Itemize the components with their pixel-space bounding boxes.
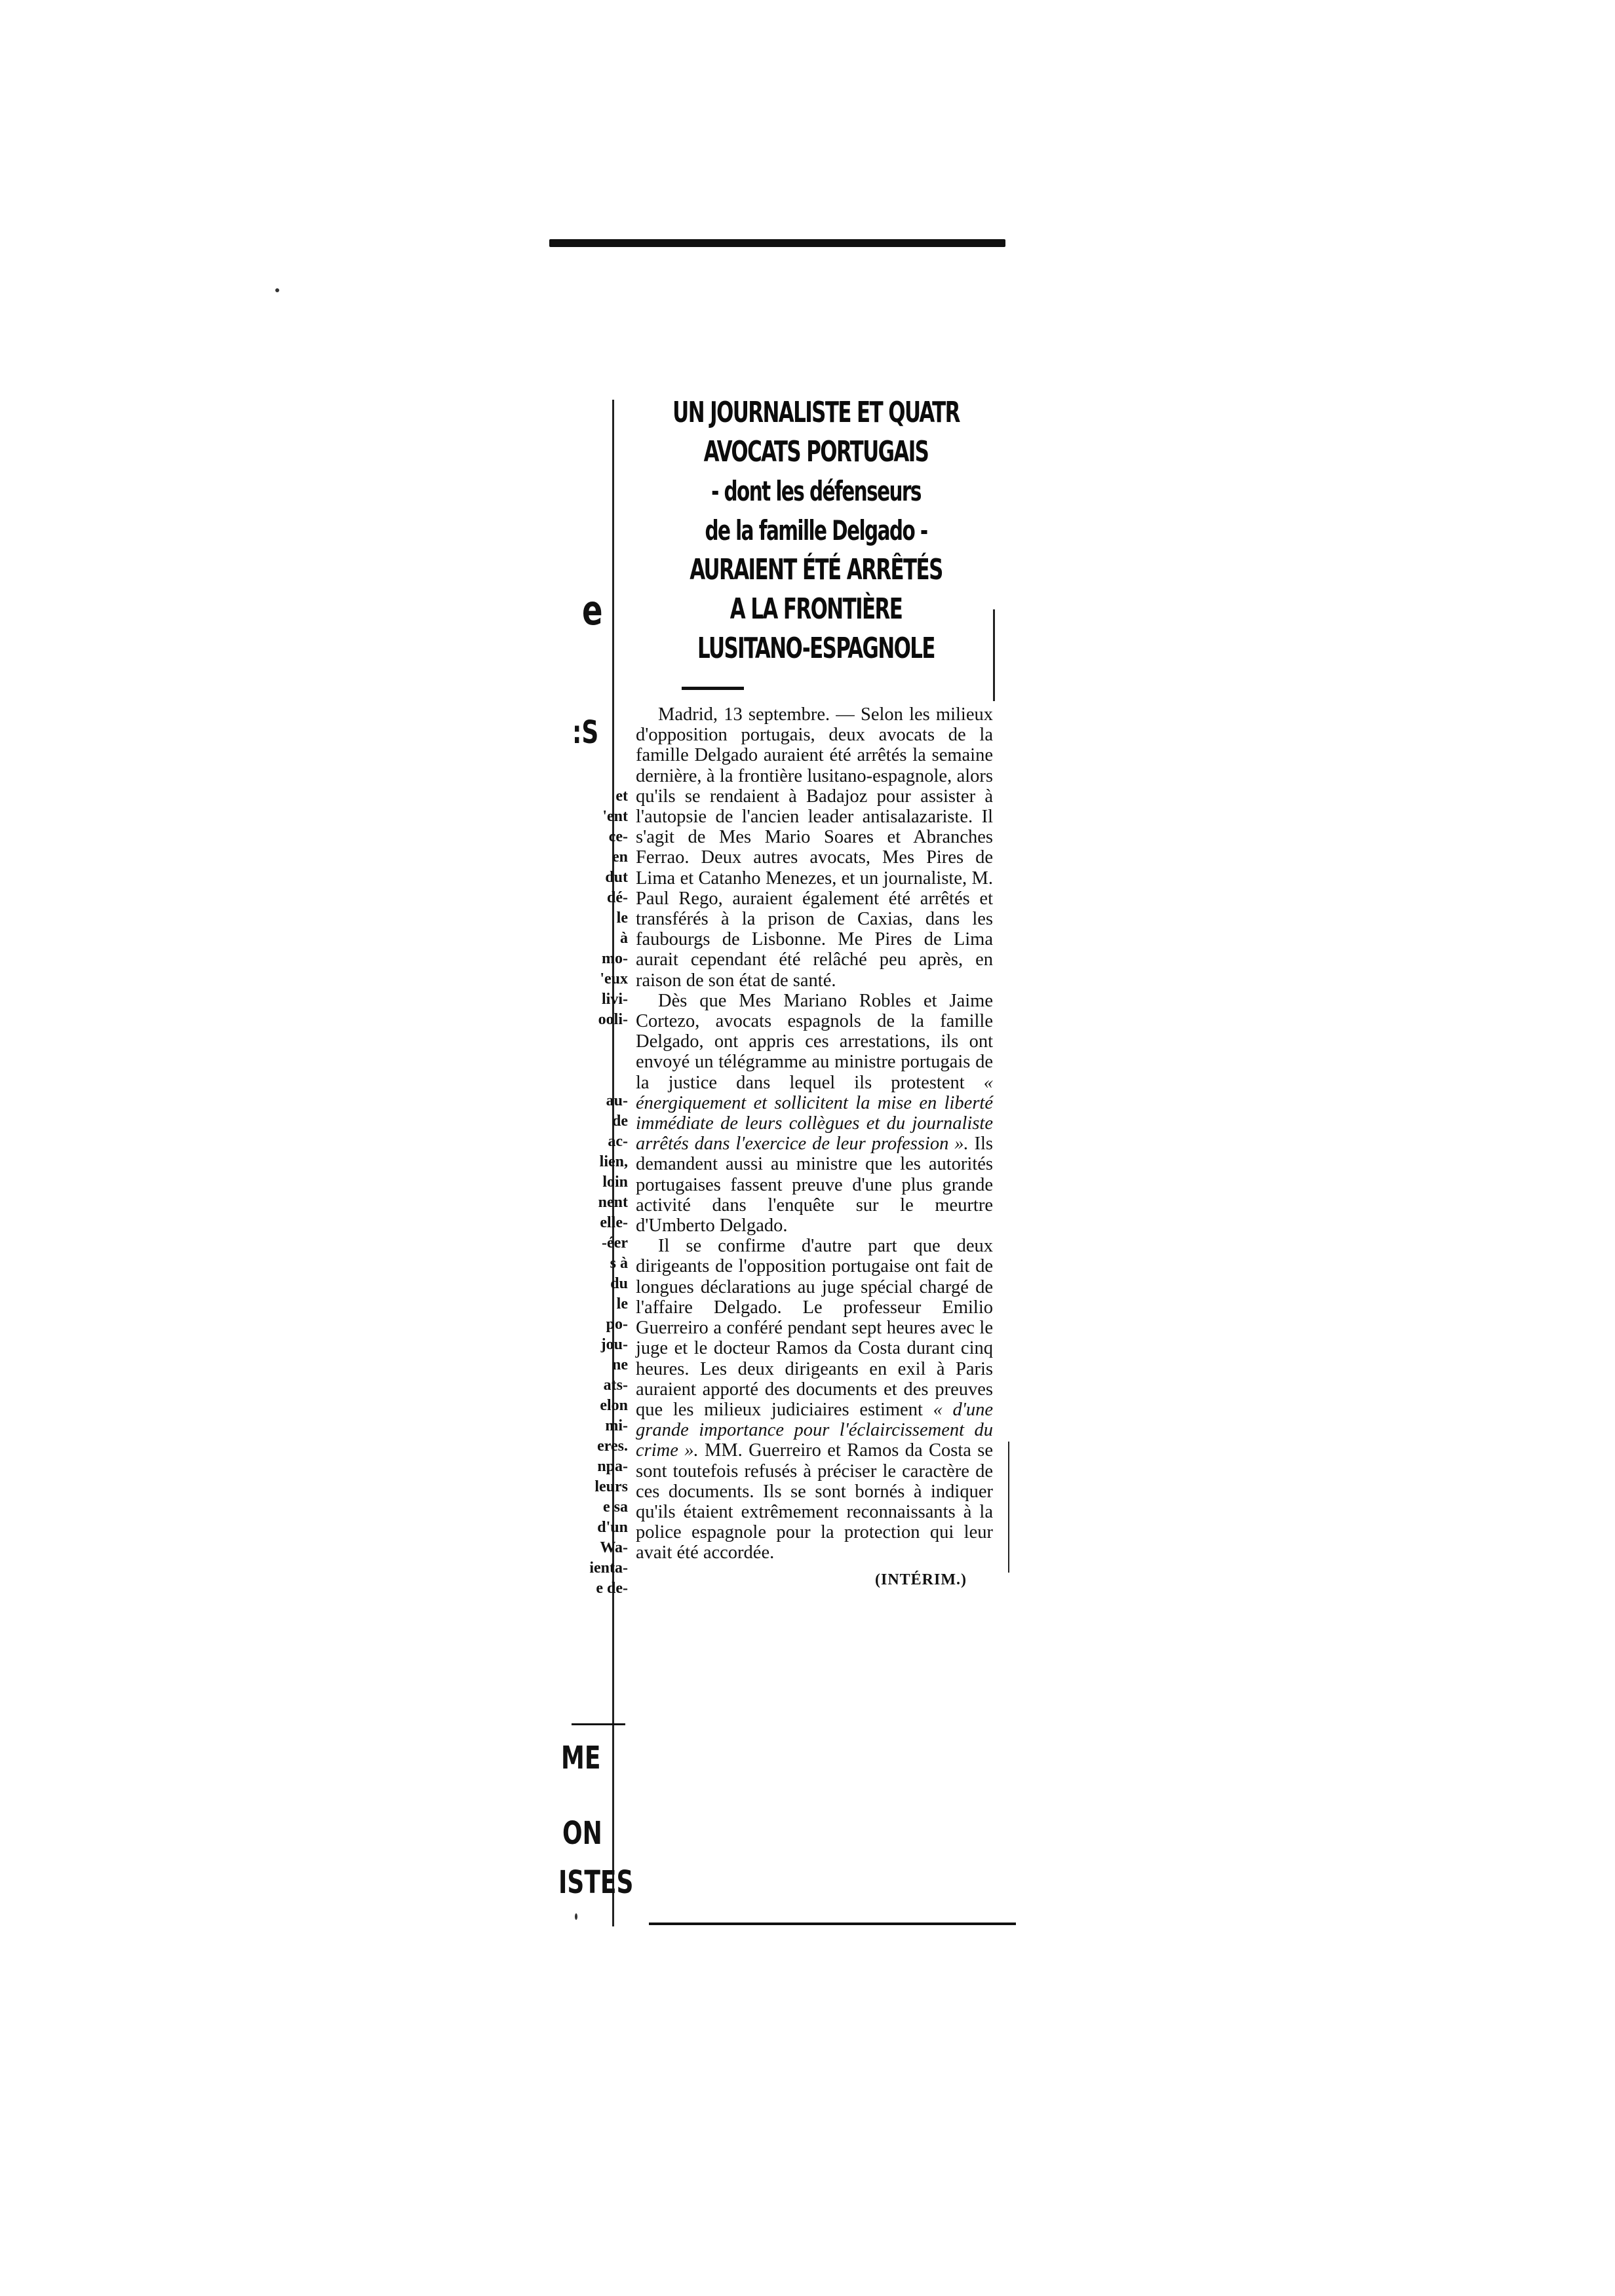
left-column-fragment-line: mi- [605,1417,628,1434]
left-column-fragment-line: au- [606,1092,628,1109]
paragraph-text: Dès que Mes Mariano Robles et Jaime Cortezo, avocats espagnols de la famille Delgado, ont appris ces arrestations, ils ont envoyé un télégramme au ministre portugais de la justice dans lequel ils protestent [636,990,993,1093]
margin-mark [1008,1442,1009,1573]
left-column-fragment-line: de [612,1113,628,1130]
left-column-fragment-line: loin [602,1174,628,1191]
left-column-fragment-line: ac- [608,1133,628,1150]
left-column-rule [572,1723,625,1725]
left-column-fragment-line: 'ent [602,808,628,825]
left-column-fragment-line: ooli- [598,1011,628,1028]
left-column-fragment-line: mo- [602,950,628,967]
headline-subline: - dont les défenseurs [711,475,921,507]
top-rule [549,239,1005,247]
quotation: « énergiquement et sollicitent la mise en liberté immédiate de leurs collègues et du journaliste arrêtés dans l'exercice de leur profession ». [636,1072,994,1155]
ink-speck [575,1913,577,1920]
left-column-fragment-line: 'eux [600,970,628,987]
paragraph-text: Il se confirme d'autre part que deux dirigeants de l'opposition portugaise ont fait de longues déclarations au juge spécial chargé de l'affaire Delgado. Le professeur Emilio Guerreiro a conféré pendant sept heures avec le juge et le docteur Ramos da Costa durant cinq heures. Les deux dirigeants en exil à Paris auraient apporté des documents et des preuves que les milieux judiciaires estiment [636,1236,993,1420]
left-column-fragment: e [582,586,603,634]
headline-subline: de la famille Delgado - [705,514,927,546]
left-column-fragment-line: le [616,909,628,927]
left-column-fragment-line: ienta- [589,1559,628,1577]
left-column-fragment-line: dut [605,869,628,886]
left-column-fragment-line: livi- [602,991,628,1008]
left-column-fragment-line: en [612,849,628,866]
bottom-rule [649,1923,1016,1925]
left-column-fragment-line: du [610,1275,628,1292]
left-column-fragment-line: e sa [603,1499,628,1516]
paragraph-text: Ils demandent aussi au ministre que les autorités portugaises fassent preuve d'une plus grande activité dans l'enquête sur le meurtre d'Umberto Delgado. [636,1134,993,1236]
left-column-text [556,1091,628,1599]
left-column-text [556,786,628,1030]
article-signature: (INTÉRIM.) [875,1571,967,1588]
left-column-fragment-line: e de- [596,1580,628,1597]
article-headline [623,393,1009,668]
left-column-fragment-line: leurs [594,1478,628,1495]
headline-line: AVOCATS PORTUGAIS [703,435,929,469]
quotation: « d'une grande importance pour l'éclaircissement du crime ». [636,1399,994,1461]
left-column-fragment: ME [561,1740,601,1776]
paragraph-text: Madrid, 13 septembre. — Selon les milieux d'opposition portugais, deux avocats de la famille Delgado auraient été arrêtés la semaine dernière, à la frontière lusitano-espagnole, alors qu'ils se rendaient à Badajoz pour assister à l'autopsie de l'ancien leader antisalazariste. Il s'agit de Mes Mario Soares et Abranches Ferrao. Deux autres avocats, Mes Pires de Lima et Catanho Menezes, et un journaliste, M. Paul Rego, auraient également été arrêtés et transférés à la prison de Caxias, dans les faubourgs de Lisbonne. Me Pires de Lima aurait cependant été relâché peu après, en raison de son état de santé. [636,704,993,991]
article-paragraph [636,704,993,991]
left-column-fragment: ISTES [558,1864,634,1901]
headline-line: UN JOURNALISTE ET QUATR [672,396,960,429]
ink-speck [275,288,279,292]
left-column-fragment-line: ne [612,1356,628,1373]
headline-line: LUSITANO-ESPAGNOLE [697,632,935,665]
paragraph-text: MM. Guerreiro et Ramos da Costa se sont toutefois refusés à préciser le caractère de ces documents. Ils se sont bornés à indiquer qu'ils étaient extrêmement reconnaissants à la police espagnole pour la protection qui leur avait été accordée. [636,1440,994,1563]
left-column-fragment-line: jou- [600,1336,628,1353]
left-column-fragment-line: d'un [597,1519,628,1536]
left-column-fragment-line: lien, [599,1153,628,1170]
left-column-fragment-line: le [616,1295,628,1312]
article-body [636,704,993,1590]
headline-line: A LA FRONTIÈRE [730,592,903,626]
left-column-fragment-line: ce- [608,828,628,845]
left-column-fragment-line: eres. [597,1438,628,1455]
left-column-fragment-line: npa- [597,1458,628,1475]
left-column-fragment-line: s à [610,1255,628,1272]
left-column-fragment-line: Wa- [600,1539,628,1556]
left-column-fragment-line: dé- [607,889,628,906]
article-paragraph [636,991,993,1236]
left-column-fragment-line: à [620,930,628,947]
left-column-fragment-line: elon [600,1397,628,1414]
left-column-fragment: ON [562,1815,602,1852]
left-column-fragment: :S [572,714,599,751]
left-column-fragment-line: po- [606,1316,628,1333]
left-column-fragment-line: elle- [600,1214,628,1231]
headline-line: AURAIENT ÉTÉ ARRÊTÉS [690,553,943,586]
left-column-fragment-line: -éer [602,1234,628,1252]
left-column-fragment-line: nent [598,1194,628,1211]
left-column-fragment-line: ats- [603,1377,628,1394]
headline-separator [682,687,744,690]
article-paragraph [636,1236,993,1563]
left-column-fragment-line: et [615,788,628,805]
